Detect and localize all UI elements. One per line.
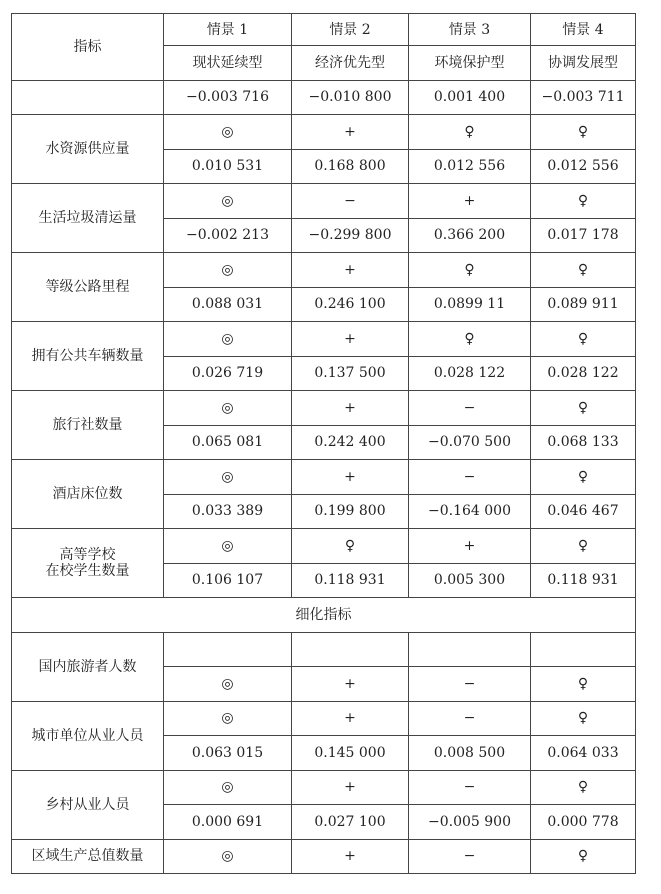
indicator-header: 指标 (12, 14, 164, 81)
indicator-symbol-row (12, 460, 636, 495)
symbol-cell: ♀ (531, 701, 636, 736)
symbol-cell: − (409, 391, 531, 426)
symbol-cell: ◎ (164, 253, 292, 288)
value-cell: 0.012 556 (409, 149, 531, 184)
scenario-2-header: 情景 2 (292, 14, 409, 46)
table-body (12, 14, 636, 874)
symbol-cell: − (409, 701, 531, 736)
value-cell: ♀ (531, 667, 636, 702)
symbol-cell: ◎ (164, 701, 292, 736)
value-cell: −0.070 500 (409, 425, 531, 460)
symbol-cell: + (292, 322, 409, 357)
symbol-cell: + (409, 529, 531, 564)
indicator-symbol-row (12, 322, 636, 357)
symbol-cell: + (292, 253, 409, 288)
symbol-cell (164, 632, 292, 667)
symbol-cell: ♀ (531, 115, 636, 150)
indicator-name: 乡村从业人员 (12, 770, 164, 839)
value-cell: 0.064 033 (531, 736, 636, 771)
symbol-cell: ◎ (164, 115, 292, 150)
symbol-cell: ♀ (409, 115, 531, 150)
indicator-name: 酒店床位数 (12, 460, 164, 529)
value-cell: 0.168 800 (292, 149, 409, 184)
value-cell: 0.366 200 (409, 218, 531, 253)
symbol-cell: − (409, 460, 531, 495)
symbol-cell: ♀ (531, 770, 636, 805)
indicator-name: 拥有公共车辆数量 (12, 322, 164, 391)
value-cell: 0.106 107 (164, 563, 292, 598)
last-indicator-row (12, 839, 636, 874)
value-cell: 0.005 300 (409, 563, 531, 598)
symbol-cell: + (292, 391, 409, 426)
value-cell: 0.027 100 (292, 805, 409, 840)
symbol-cell: ◎ (164, 460, 292, 495)
value-cell: 0.118 931 (531, 563, 636, 598)
value-cell: 0.065 081 (164, 425, 292, 460)
indicator-symbol-row (12, 770, 636, 805)
value-cell: 0.246 100 (292, 287, 409, 322)
symbol-cell: − (292, 184, 409, 219)
indicator-name: 国内旅游者人数 (12, 632, 164, 701)
value-cell: −0.164 000 (409, 494, 531, 529)
constant-value: −0.010 800 (292, 80, 409, 115)
scenario-3-header: 情景 3 (409, 14, 531, 46)
value-cell: 0.089 911 (531, 287, 636, 322)
symbol-cell: ♀ (531, 184, 636, 219)
section-row (12, 598, 636, 633)
value-cell: −0.299 800 (292, 218, 409, 253)
value-cell: 0.068 133 (531, 425, 636, 460)
constant-value: −0.003 716 (164, 80, 292, 115)
indicator-symbol-row (12, 391, 636, 426)
value-cell: 0.242 400 (292, 425, 409, 460)
indicator-symbol-row (12, 115, 636, 150)
constant-label-cell (12, 80, 164, 115)
value-cell: 0.137 500 (292, 356, 409, 391)
symbol-cell: ◎ (164, 184, 292, 219)
scenario-3-type: 环境保护型 (409, 46, 531, 81)
value-cell: 0.199 800 (292, 494, 409, 529)
symbol-cell: ◎ (164, 770, 292, 805)
symbol-cell: ♀ (531, 391, 636, 426)
value-cell: 0.088 031 (164, 287, 292, 322)
value-cell: 0.026 719 (164, 356, 292, 391)
indicator-name: 旅行社数量 (12, 391, 164, 460)
symbol-cell: − (409, 770, 531, 805)
symbol-cell: + (292, 701, 409, 736)
value-cell: 0.046 467 (531, 494, 636, 529)
value-cell: 0.000 778 (531, 805, 636, 840)
indicator-symbol-row (12, 701, 636, 736)
scenario-table (11, 13, 636, 874)
value-cell: ◎ (164, 667, 292, 702)
symbol-cell: ◎ (164, 529, 292, 564)
symbol-cell: − (409, 839, 531, 874)
symbol-cell: + (292, 770, 409, 805)
indicator-symbol-row (12, 632, 636, 667)
symbol-cell: ♀ (531, 460, 636, 495)
symbol-cell: ♀ (292, 529, 409, 564)
header-row-scenarios (12, 14, 636, 46)
indicator-symbol-row (12, 529, 636, 564)
indicator-name: 生活垃圾清运量 (12, 184, 164, 253)
value-cell: 0.063 015 (164, 736, 292, 771)
symbol-cell: ♀ (531, 529, 636, 564)
symbol-cell: ♀ (531, 839, 636, 874)
value-cell: 0.010 531 (164, 149, 292, 184)
constant-row (12, 80, 636, 115)
indicator-name: 等级公路里程 (12, 253, 164, 322)
symbol-cell: + (409, 184, 531, 219)
indicator-name: 区域生产总值数量 (12, 839, 164, 874)
symbol-cell (531, 632, 636, 667)
value-cell: 0.000 691 (164, 805, 292, 840)
indicator-name: 高等学校 在校学生数量 (12, 529, 164, 598)
value-cell: 0.028 122 (531, 356, 636, 391)
symbol-cell (409, 632, 531, 667)
scenario-4-header: 情景 4 (531, 14, 636, 46)
symbol-cell: + (292, 115, 409, 150)
symbol-cell: ◎ (164, 391, 292, 426)
symbol-cell: ♀ (409, 322, 531, 357)
value-cell: 0.0899 11 (409, 287, 531, 322)
value-cell: 0.008 500 (409, 736, 531, 771)
value-cell: + (292, 667, 409, 702)
scenario-4-type: 协调发展型 (531, 46, 636, 81)
symbol-cell (292, 632, 409, 667)
scenario-1-header: 情景 1 (164, 14, 292, 46)
value-cell: 0.012 556 (531, 149, 636, 184)
value-cell: 0.033 389 (164, 494, 292, 529)
scenario-1-type: 现状延续型 (164, 46, 292, 81)
constant-value: −0.003 711 (531, 80, 636, 115)
value-cell: 0.145 000 (292, 736, 409, 771)
value-cell: 0.017 178 (531, 218, 636, 253)
value-cell: −0.005 900 (409, 805, 531, 840)
indicator-name: 水资源供应量 (12, 115, 164, 184)
value-cell: 0.118 931 (292, 563, 409, 598)
symbol-cell: ♀ (409, 253, 531, 288)
section-title: 细化指标 (12, 598, 636, 633)
constant-value: 0.001 400 (409, 80, 531, 115)
symbol-cell: ◎ (164, 839, 292, 874)
indicator-symbol-row (12, 184, 636, 219)
indicator-name: 城市单位从业人员 (12, 701, 164, 770)
symbol-cell: ♀ (531, 322, 636, 357)
indicator-symbol-row (12, 253, 636, 288)
value-cell: − (409, 667, 531, 702)
scenario-2-type: 经济优先型 (292, 46, 409, 81)
value-cell: 0.028 122 (409, 356, 531, 391)
symbol-cell: + (292, 460, 409, 495)
symbol-cell: ♀ (531, 253, 636, 288)
symbol-cell: ◎ (164, 322, 292, 357)
value-cell: −0.002 213 (164, 218, 292, 253)
symbol-cell: + (292, 839, 409, 874)
